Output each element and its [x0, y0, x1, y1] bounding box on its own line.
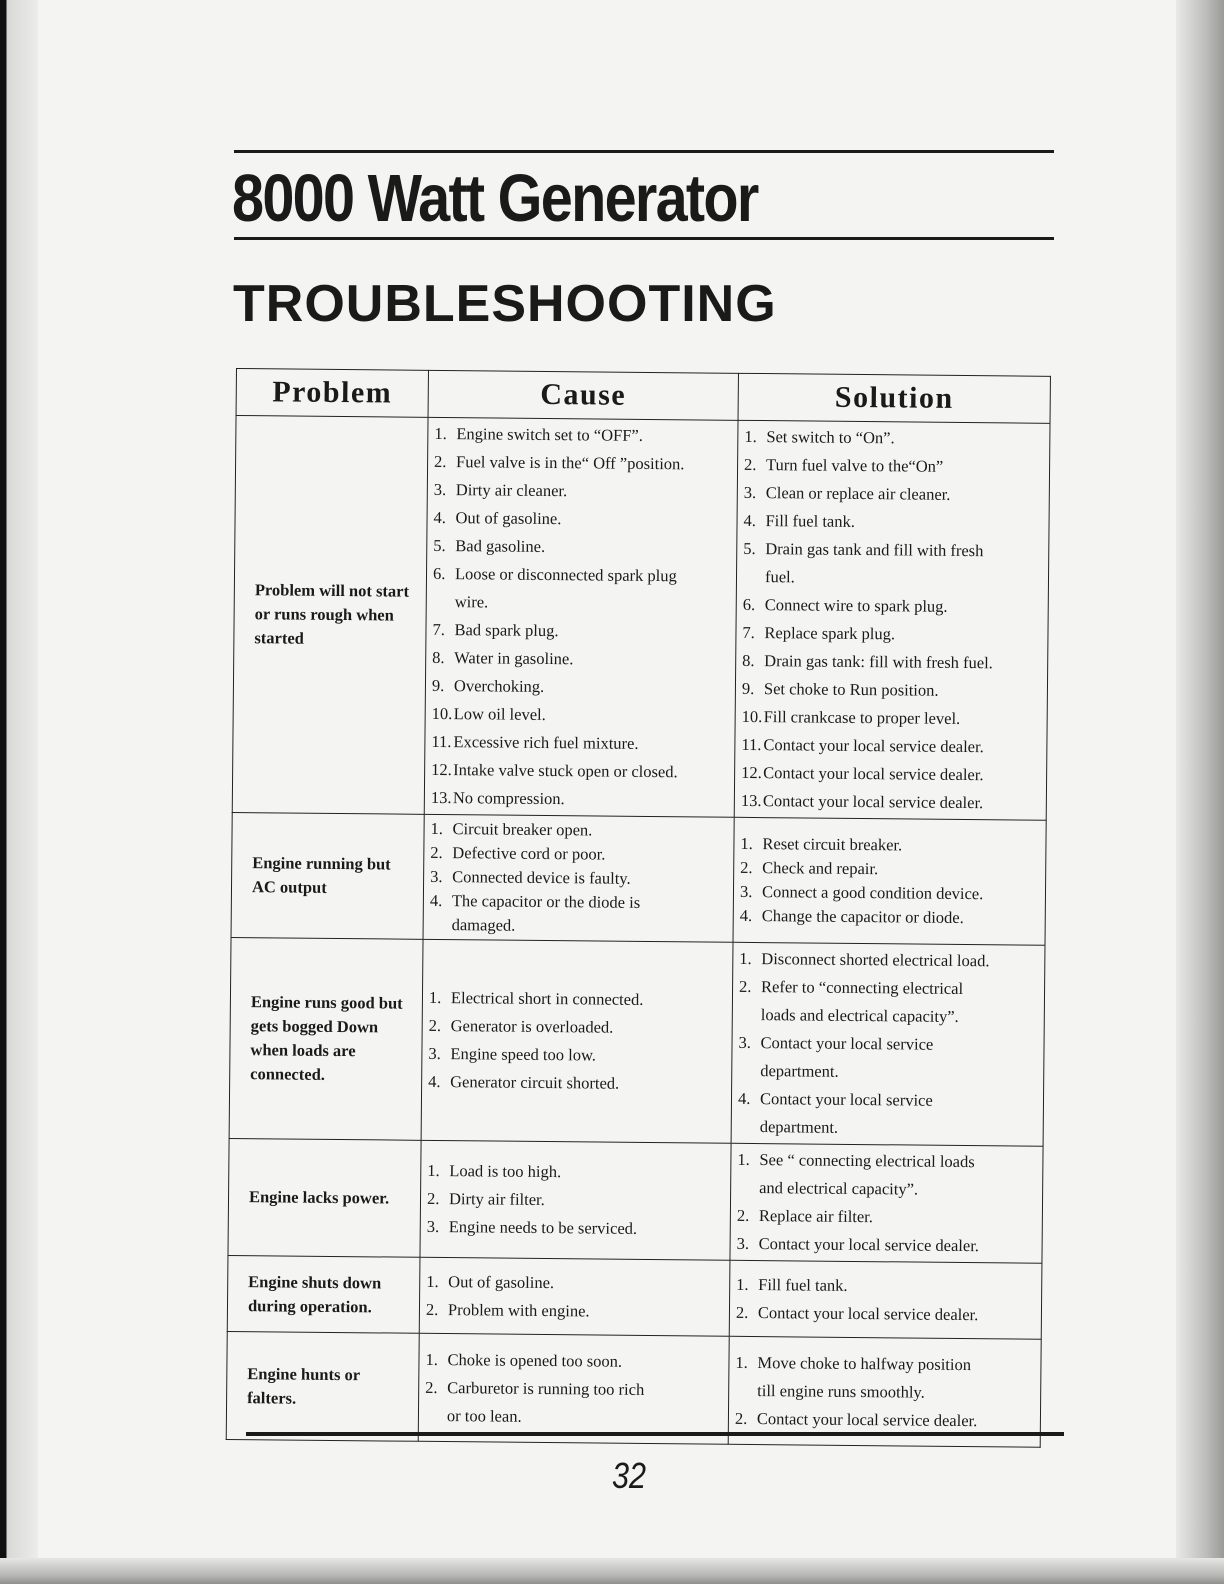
cause-item [433, 560, 734, 591]
item-text: Intake valve stuck open or closed. [453, 760, 678, 782]
title-bottom-rule [234, 237, 1054, 240]
item-text: Excessive rich fuel mixture. [453, 732, 639, 753]
item-number: 1. [425, 1349, 438, 1369]
item-number: 3. [426, 1216, 440, 1236]
solution-list [734, 420, 1050, 820]
solution-item [741, 731, 1044, 762]
item-text: Bad spark plug. [454, 620, 559, 641]
item-number: 2. [426, 1188, 440, 1208]
solution-item [742, 619, 1045, 650]
solution-item [740, 880, 1043, 907]
item-text: Clean or replace air cleaner. [765, 483, 951, 504]
scan-edge-bottom [0, 1558, 1224, 1584]
item-text-continued: or too lean. [446, 1405, 522, 1426]
solution-item [735, 1348, 1038, 1379]
item-text: Refer to “connecting electrical [760, 977, 964, 999]
item-number: 5. [743, 538, 756, 558]
cause-item [428, 1040, 729, 1071]
item-text-continued: wire. [454, 592, 489, 612]
item-text: Problem with engine. [447, 1299, 590, 1320]
item-number: 4. [743, 510, 757, 530]
problem-cell: Problem will not start or runs rough when started [232, 416, 428, 815]
item-text: Low oil level. [453, 704, 546, 724]
item-text: Generator is overloaded. [450, 1016, 614, 1037]
item-number: 1. [739, 948, 752, 968]
item-text: Contact your local service dealer. [757, 1302, 979, 1324]
item-text: Out of gasoline. [455, 508, 562, 529]
item-number: 4. [433, 507, 447, 528]
item-number: 1. [736, 1274, 749, 1294]
item-text: Change the capacitor or diode. [761, 906, 964, 928]
item-number: 4. [739, 905, 753, 925]
cause-list [418, 1333, 729, 1444]
table-row [232, 416, 1050, 821]
item-number: 4. [737, 1088, 751, 1108]
item-text: Contact your local service dealer. [762, 791, 984, 813]
item-text: See “ connecting electrical loads [759, 1150, 975, 1172]
item-text: Replace spark plug. [764, 623, 896, 644]
page-number: 32 [612, 1455, 647, 1496]
item-number: 6. [432, 563, 446, 584]
item-text: Contact your local service dealer. [763, 763, 984, 785]
item-text: Drain gas tank: fill with fresh fuel. [764, 651, 993, 673]
item-text: Turn fuel valve to the“On” [766, 455, 944, 476]
item-text: Contact your local service [760, 1033, 934, 1054]
item-text: Defective cord or poor. [452, 843, 606, 864]
cause-list [421, 939, 733, 1143]
item-number: 13. [430, 787, 452, 808]
item-text: Engine speed too low. [450, 1044, 597, 1065]
item-text: No compression. [452, 788, 565, 809]
item-number: 11. [741, 734, 762, 755]
item-number: 2. [434, 451, 447, 472]
item-number: 2. [430, 842, 443, 863]
solution-item [743, 507, 1046, 538]
cause-item [431, 784, 732, 815]
item-number: 2. [425, 1299, 439, 1319]
footer-rule [246, 1432, 1064, 1436]
solution-list [730, 1143, 1043, 1263]
cause-item [432, 672, 733, 703]
cause-list [424, 417, 738, 817]
item-number: 1. [426, 1271, 439, 1291]
problem-cell: Engine hunts or falters. [226, 1331, 419, 1441]
item-number: 8. [432, 647, 445, 668]
solution-item [738, 1029, 1041, 1060]
item-number: 1. [434, 423, 447, 444]
cause-list [423, 814, 734, 942]
cause-item [426, 1295, 727, 1326]
problem-cell: Engine lacks power. [228, 1138, 421, 1257]
solution-item [743, 591, 1046, 622]
table-row [229, 937, 1045, 1146]
item-number: 8. [742, 650, 755, 670]
cause-item [430, 865, 731, 892]
table-row [226, 1331, 1041, 1447]
solution-item [736, 1298, 1039, 1329]
item-text: Fill crankcase to proper level. [763, 707, 961, 728]
item-text: Connect wire to spark plug. [764, 595, 948, 616]
item-text: Set switch to “On”. [766, 427, 895, 448]
solution-item [736, 1270, 1039, 1301]
item-number: 2. [735, 1302, 749, 1322]
item-text: Out of gasoline. [448, 1271, 555, 1292]
item-text: Replace air filter. [758, 1206, 874, 1227]
item-text: Engine switch set to “OFF”. [456, 424, 643, 445]
cause-list [420, 1140, 731, 1260]
table-row [228, 1138, 1043, 1263]
solution-item [740, 904, 1043, 931]
item-number: 2. [734, 1408, 748, 1428]
item-text: Engine needs to be serviced. [448, 1217, 638, 1238]
item-text: Contact your local service dealer. [763, 735, 984, 757]
item-text: Set choke to Run position. [763, 679, 939, 700]
cause-item [430, 817, 731, 844]
column-header-cause: Cause [428, 370, 738, 420]
item-number: 9. [741, 678, 755, 698]
solution-item [742, 647, 1045, 678]
item-number: 13. [740, 790, 762, 811]
item-text: Drain gas tank and fill with fresh [765, 539, 984, 561]
cause-item [434, 448, 735, 479]
problem-cell: Engine running but AC output [231, 812, 424, 939]
solution-item [744, 451, 1047, 482]
page-title: 8000 Watt Generator [232, 161, 758, 236]
item-number: 7. [742, 622, 755, 642]
item-text: Connected device is faulty. [452, 867, 631, 888]
item-text: Electrical short in connected. [450, 988, 644, 1009]
item-text: Disconnect shorted electrical load. [761, 949, 990, 971]
cause-item [427, 1185, 728, 1216]
solution-item [738, 1085, 1041, 1116]
item-number: 12. [741, 762, 762, 783]
solution-list [733, 817, 1046, 945]
cause-item [430, 841, 731, 868]
item-number: 2. [740, 857, 753, 877]
item-number: 7. [432, 619, 445, 640]
cause-item [430, 889, 731, 916]
item-number: 4. [428, 1071, 441, 1091]
solution-item [737, 1202, 1040, 1233]
item-text: Fuel valve is in the“ Off ”position. [456, 452, 685, 474]
column-header-solution: Solution [738, 373, 1050, 423]
item-number: 1. [428, 987, 442, 1007]
item-text: Carburetor is running too rich [447, 1377, 645, 1399]
solution-item [737, 1146, 1040, 1177]
item-text: Move choke to halfway position [757, 1352, 972, 1374]
problem-cell: Engine shuts down during operation. [227, 1255, 420, 1333]
item-number: 6. [742, 594, 756, 614]
item-text: Overchoking. [453, 676, 545, 696]
item-text: Check and repair. [762, 858, 879, 879]
cause-item [432, 644, 733, 675]
item-text-continued: department. [759, 1117, 839, 1137]
solution-item [735, 1404, 1038, 1435]
cause-item [432, 700, 733, 731]
solution-item [741, 759, 1044, 790]
solution-item [744, 423, 1047, 454]
cause-item [426, 1267, 727, 1298]
cause-item [425, 1345, 726, 1376]
item-number: 3. [433, 479, 447, 500]
item-number: 11. [431, 731, 452, 752]
item-number: 2. [736, 1205, 750, 1225]
cause-item [425, 1373, 726, 1404]
cause-item [433, 504, 734, 535]
item-text: The capacitor or the diode is [451, 891, 641, 912]
item-number: 1. [740, 833, 753, 853]
table-row [231, 812, 1046, 945]
cause-item [427, 1157, 728, 1188]
cause-item [429, 1012, 730, 1043]
item-number: 2. [738, 976, 752, 996]
item-text: Dirty air cleaner. [455, 480, 568, 501]
solution-item [743, 535, 1046, 566]
table-header-row [236, 369, 1050, 424]
item-number: 2. [428, 1015, 442, 1035]
solution-list [729, 1260, 1042, 1339]
item-number: 1. [744, 426, 757, 447]
cause-item [434, 420, 735, 451]
item-text-continued: department. [760, 1061, 839, 1081]
item-text: Circuit breaker open. [452, 819, 593, 840]
solution-item [744, 479, 1047, 510]
item-text-continued: loads and electrical capacity”. [760, 1005, 959, 1026]
item-text: Connect a good condition device. [761, 882, 984, 904]
item-text-continued: fuel. [764, 567, 795, 587]
cause-list [419, 1257, 730, 1336]
item-number: 3. [738, 1032, 752, 1052]
item-text: Dirty air filter. [448, 1189, 545, 1210]
cause-item [431, 728, 732, 759]
item-number: 3. [736, 1233, 750, 1253]
item-text: Generator circuit shorted. [450, 1072, 620, 1093]
scan-edge-right [1176, 0, 1224, 1584]
item-number: 1. [427, 1160, 440, 1180]
item-number: 9. [431, 675, 445, 696]
item-text-continued: till engine runs smoothly. [757, 1380, 925, 1402]
item-number: 4. [429, 890, 443, 911]
item-text: Loose or disconnected spark plug [454, 564, 677, 586]
cause-item [433, 532, 734, 563]
cause-item [434, 476, 735, 507]
solution-item [736, 1230, 1039, 1261]
item-number: 3. [430, 866, 443, 887]
troubleshooting-table [226, 368, 1051, 1448]
item-text: Choke is opened too soon. [447, 1349, 623, 1371]
column-header-problem: Problem [236, 369, 428, 418]
item-number: 3. [428, 1043, 441, 1063]
cause-item [428, 1068, 729, 1099]
item-text: Reset circuit breaker. [762, 834, 903, 855]
item-number: 3. [739, 881, 753, 901]
cause-item [429, 984, 730, 1015]
item-text-continued: damaged. [451, 915, 516, 935]
solution-item [740, 856, 1043, 883]
item-number: 1. [430, 818, 444, 839]
solution-item [740, 832, 1043, 859]
solution-item [742, 703, 1045, 734]
item-text-continued: and electrical capacity”. [759, 1178, 919, 1199]
cause-item [427, 1213, 728, 1244]
cause-item [432, 616, 733, 647]
item-text: Load is too high. [449, 1161, 562, 1182]
section-heading: TROUBLESHOOTING [233, 275, 777, 333]
solution-item [739, 973, 1042, 1004]
item-number: 12. [431, 759, 452, 780]
item-number: 2. [425, 1377, 438, 1397]
item-text: Bad gasoline. [455, 536, 546, 556]
item-text: Fill fuel tank. [758, 1274, 848, 1295]
item-text: Fill fuel tank. [765, 511, 856, 531]
solution-item [739, 945, 1042, 976]
item-text: Water in gasoline. [454, 648, 574, 669]
solution-list [731, 942, 1045, 1146]
title-top-rule [234, 150, 1054, 153]
item-number: 2. [744, 454, 757, 475]
item-number: 10. [741, 706, 763, 727]
table-row [227, 1255, 1042, 1339]
item-number: 3. [743, 482, 757, 502]
solution-item [741, 787, 1044, 818]
item-number: 1. [735, 1352, 748, 1372]
item-text: Contact your local service dealer. [758, 1234, 980, 1256]
scan-edge-left [0, 0, 38, 1584]
solution-item [742, 675, 1045, 706]
solution-list [728, 1336, 1041, 1447]
item-number: 5. [433, 535, 446, 556]
item-number: 1. [737, 1149, 750, 1169]
cause-item [431, 756, 732, 787]
item-text: Contact your local service [759, 1089, 933, 1110]
problem-cell: Engine runs good but gets bogged Down when loads are connected. [229, 937, 423, 1140]
item-text: Contact your local service dealer. [756, 1408, 978, 1430]
item-number: 10. [431, 703, 453, 724]
